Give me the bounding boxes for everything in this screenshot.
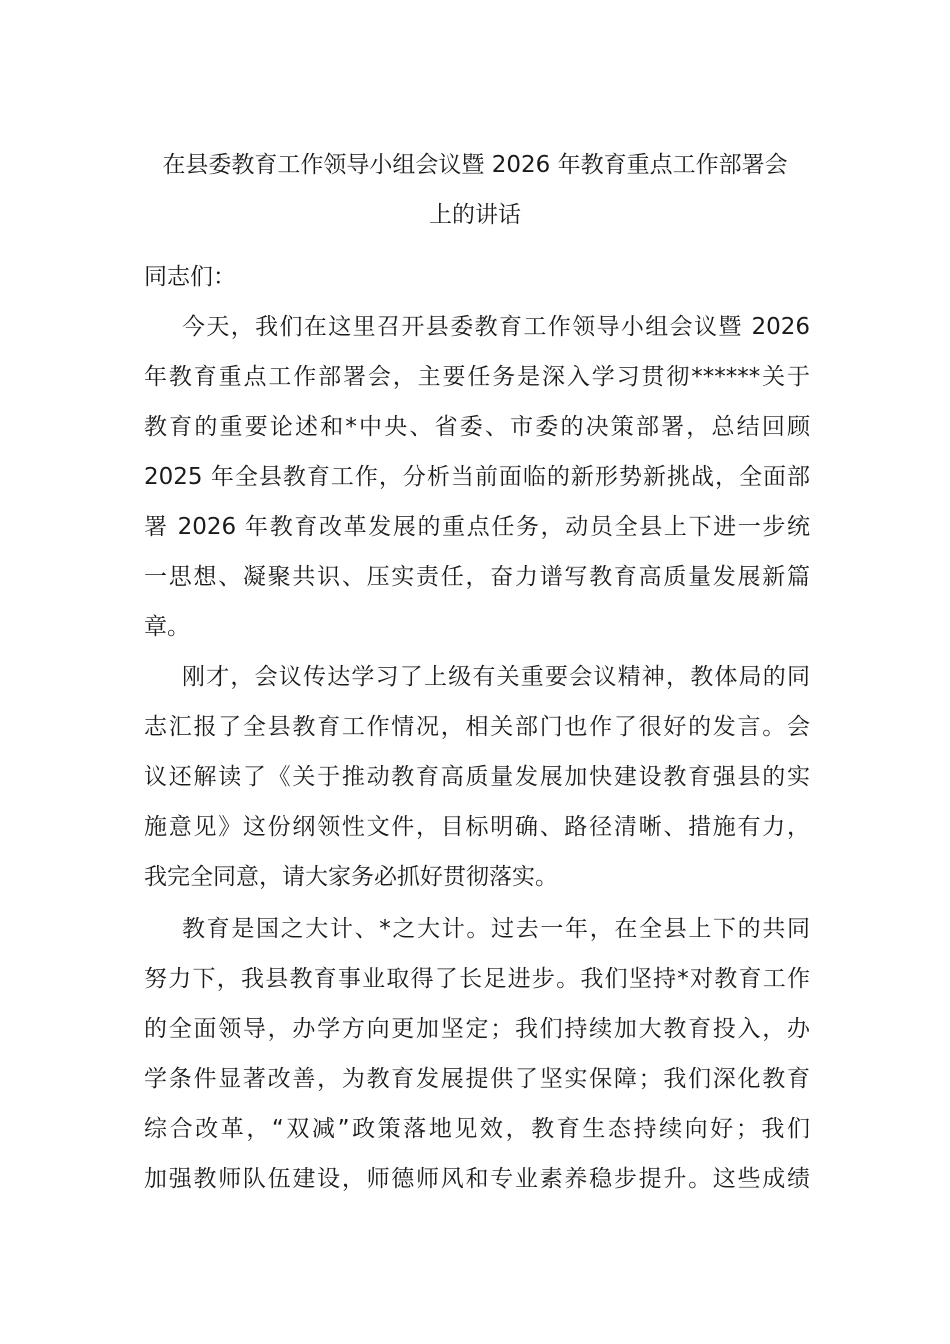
document-title-line-1: 在县委教育工作领导小组会议暨 2026 年教育重点工作部署会: [162, 152, 788, 178]
paragraph-2-line: 志汇报了全县教育工作情况，相关部门也作了很好的发言。会: [144, 714, 810, 740]
paragraph-1-line: 2025 年全县教育工作，分析当前面临的新形势新挑战，全面部: [144, 464, 810, 490]
paragraph-1-line: 年教育重点工作部署会，主要任务是深入学习贯彻******关于: [144, 364, 810, 390]
paragraph-1-line: 教育的重要论述和*中央、省委、市委的决策部署，总结回顾: [144, 414, 810, 440]
paragraph-2-line: 刚才，会议传达学习了上级有关重要会议精神，教体局的同: [182, 664, 810, 690]
paragraph-1-line: 一思想、凝聚共识、压实责任，奋力谱写教育高质量发展新篇: [144, 564, 810, 590]
paragraph-2-line: 我完全同意，请大家务必抓好贯彻落实。: [144, 864, 558, 890]
document-title-line-2: 上的讲话: [429, 202, 521, 228]
paragraph-3-line: 努力下，我县教育事业取得了长足进步。我们坚持*对教育工作: [144, 966, 810, 992]
paragraph-1-line: 署 2026 年教育改革发展的重点任务，动员全县上下进一步统: [144, 514, 810, 540]
paragraph-3-line: 的全面领导，办学方向更加坚定；我们持续加大教育投入，办: [144, 1016, 810, 1042]
paragraph-3-line: 学条件显著改善，为教育发展提供了坚实保障；我们深化教育: [144, 1066, 810, 1092]
paragraph-3-line: 教育是国之大计、*之大计。过去一年，在全县上下的共同: [182, 916, 810, 942]
paragraph-3-line: 综合改革，“双减”政策落地见效，教育生态持续向好；我们: [144, 1116, 810, 1142]
paragraph-1-line: 今天，我们在这里召开县委教育工作领导小组会议暨 2026: [182, 314, 810, 340]
salutation: 同志们：: [144, 264, 236, 290]
paragraph-2-line: 议还解读了《关于推动教育高质量发展加快建设教育强县的实: [144, 764, 810, 790]
paragraph-3-line: 加强教师队伍建设，师德师风和专业素养稳步提升。这些成绩: [144, 1166, 810, 1192]
paragraph-1-line: 章。: [144, 614, 190, 640]
paragraph-2-line: 施意见》这份纲领性文件，目标明确、路径清晰、措施有力，: [144, 814, 810, 840]
